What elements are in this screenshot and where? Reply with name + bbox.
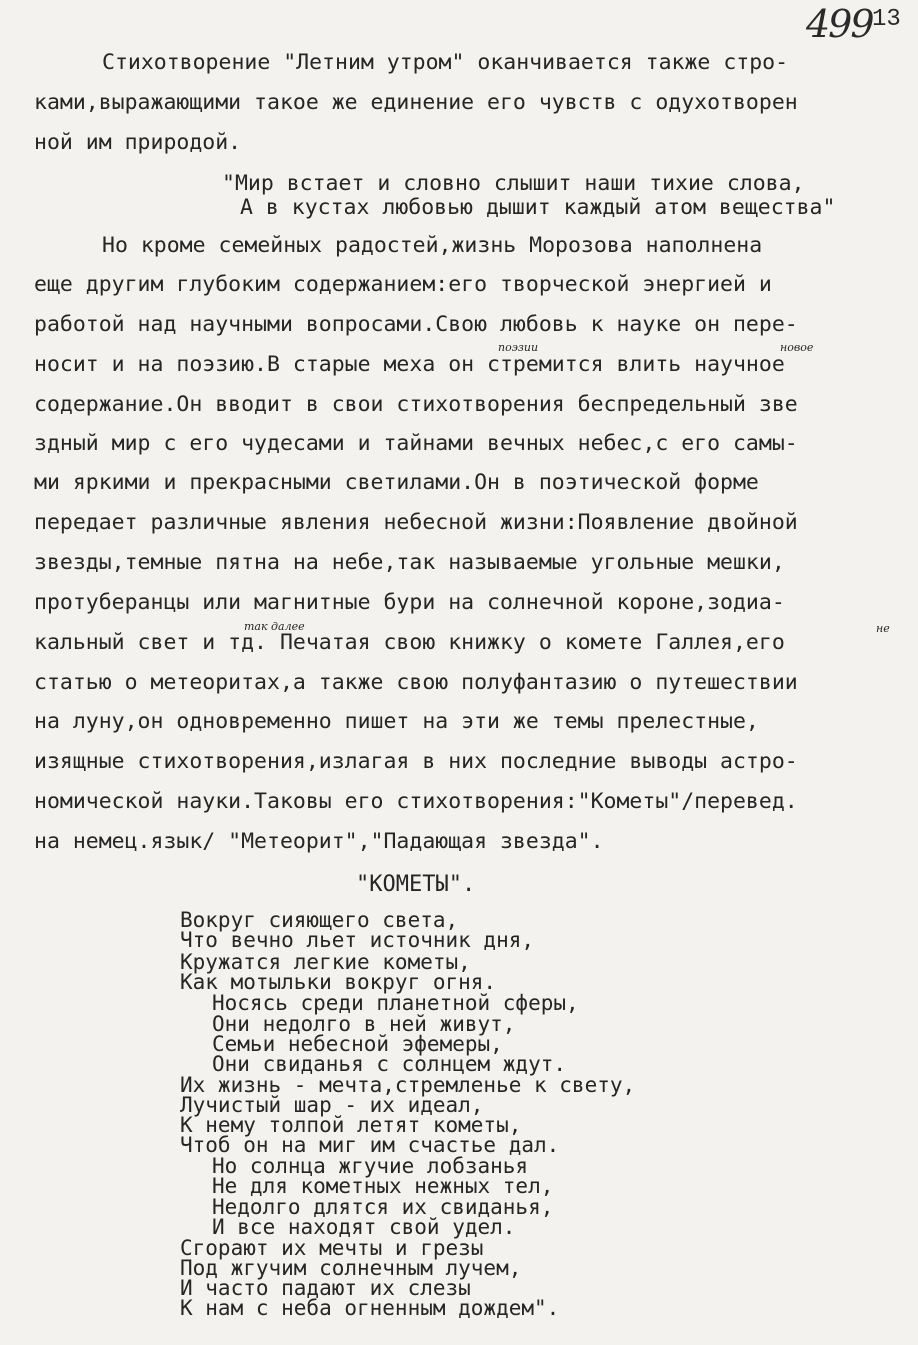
poem-line: Вокруг сияющего света,: [180, 908, 459, 932]
paragraph2-line: передает различные явления небесной жизни:Появление двойной: [34, 510, 798, 535]
paragraph2-line: Но кроме семейных радостей,жизнь Морозова наполнена: [102, 233, 763, 258]
poem-line: Как мотыльки вокруг огня.: [180, 970, 497, 994]
poem-line: Их жизнь - мечта,стремленье к свету,: [180, 1073, 636, 1097]
poem-line: Носясь среди планетной сферы,: [212, 991, 579, 1015]
handwritten-insertion: поэзии: [498, 341, 539, 354]
poem-line: Под жгучим солнечным лучем,: [180, 1256, 522, 1280]
paragraph2-line: на луну,он одновременно пишет на эти же темы прелестные,: [34, 709, 759, 734]
poem-line: Семьи небесной эфемеры,: [212, 1032, 503, 1056]
poem-line: Кружатся легкие кометы,: [180, 950, 471, 974]
poem-line: Не для кометных нежных тел,: [212, 1174, 554, 1198]
poem-line: Они недолго в ней живут,: [212, 1012, 516, 1036]
archive-number: 499: [806, 2, 873, 46]
poem-line: Они свиданья с солнцем ждут.: [212, 1052, 567, 1076]
paragraph2-line: протуберанцы или магнитные бури на солнечной короне,зодиа-: [34, 590, 785, 615]
quote-line: А в кустах любовью дышит каждый атом вещества": [240, 195, 836, 220]
poem-title: "КОМЕТЫ".: [356, 872, 476, 897]
handwritten-insertion: так далее: [244, 620, 305, 633]
poem-line: Но солнца жгучие лобзанья: [212, 1154, 529, 1178]
poem-line: И все находят свой удел.: [212, 1215, 516, 1239]
paragraph1-line: ками,выражающими такое же единение его чувств с одухотворен: [34, 90, 798, 115]
paragraph1-line: ной им природой.: [34, 130, 242, 155]
poem-line: К нему толпой летят кометы,: [180, 1113, 522, 1137]
paragraph2-line: номической науки.Таковы его стихотворения:"Кометы"/перевед.: [34, 789, 798, 814]
paragraph2-line: статью о метеоритах,а также свою полуфантазию о путешествии: [34, 670, 798, 695]
poem-line: И часто падают их слезы: [180, 1276, 471, 1300]
paragraph2-line: здный мир с его чудесами и тайнами вечных небес,с его самы-: [34, 431, 798, 456]
paragraph2-line: изящные стихотворения,излагая в них последние выводы астро-: [34, 749, 798, 774]
handwritten-insertion: новое: [780, 341, 814, 354]
paragraph1-line: Стихотворение "Летним утром" оканчивается также стро-: [102, 50, 789, 75]
poem-line: К нам с неба огненным дождем".: [180, 1296, 560, 1320]
poem-line: Что вечно льет источник дня,: [180, 928, 535, 952]
handwritten-insertion: не: [876, 622, 890, 635]
paragraph2-line: звезды,темные пятна на небе,так называемые угольные мешки,: [34, 550, 785, 575]
quote-line: "Мир встает и словно слышит наши тихие слова,: [222, 171, 805, 196]
paragraph2-line: ми яркими и прекрасными светилами.Он в поэтической форме: [34, 470, 759, 495]
paragraph2-line: носит и на поэзию.В старые меха он стремится влить научное: [34, 352, 785, 377]
poem-line: Сгорают их мечты и грезы: [180, 1236, 484, 1260]
paragraph2-line: еще другим глубоким содержанием:его творческой энергией и: [34, 272, 772, 297]
page-number: 13: [872, 6, 901, 33]
paragraph2-line: кальный свет и тд. Печатая свою книжку о комете Галлея,его: [34, 630, 785, 655]
poem-line: Недолго длятся их свиданья,: [212, 1195, 554, 1219]
paragraph2-line: на немец.язык/ "Метеорит","Падающая звезда".: [34, 829, 604, 854]
poem-line: Чтоб он на миг им счастье дал.: [180, 1133, 560, 1157]
poem-line: Лучистый шар - их идеал,: [180, 1093, 484, 1117]
paragraph2-line: содержание.Он вводит в свои стихотворения беспредельный зве: [34, 392, 798, 417]
paragraph2-line: работой над научными вопросами.Свою любовь к науке он пере-: [34, 312, 798, 337]
